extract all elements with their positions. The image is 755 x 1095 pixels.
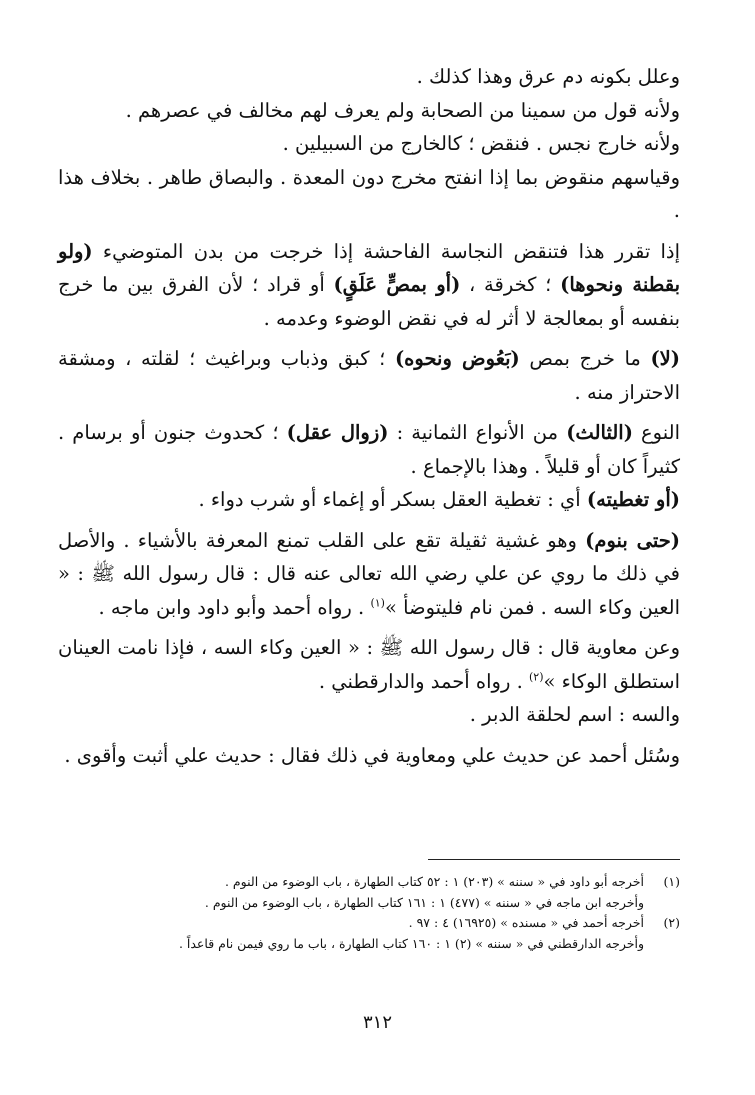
paragraph: وسُئل أحمد عن حديث علي ومعاوية في ذلك فقال : حديث علي أثبت وأقوى . <box>64 743 680 767</box>
matn-text: (زوال عقل) <box>286 421 389 444</box>
page-number: ٣١٢ <box>362 1012 392 1033</box>
matn-text: (حتى بنوم) <box>585 528 680 552</box>
paragraph <box>58 416 680 483</box>
text-span: ؛ كحدوث جنون أو برسام . كثيراً كان أو قليلاً . وهذا بالإجماع . <box>58 421 680 478</box>
text-span: ؛ كبق وذباب وبراغيث ؛ لقلته ، ومشقة الاحتراز منه . <box>58 347 680 404</box>
footnote-number-blank <box>644 893 680 914</box>
footnote-ref[interactable]: (٢) <box>528 670 544 683</box>
text-span: أو قراد ؛ لأن الفرق بين ما خرج بنفسه أو بمعالجة لا أثر له في نقض الوضوء وعدمه . <box>58 273 680 330</box>
matn-text: (الثالث) <box>566 421 633 444</box>
paragraph <box>58 524 680 625</box>
text-span: . رواه أحمد والدارقطني . <box>318 669 529 693</box>
paragraph: وقياسهم منقوض بما إذا انفتح مخرج دون المعدة . والبصاق طاهر . بخلاف هذا . <box>58 165 680 222</box>
text-span: . رواه أحمد وأبو داود وابن ماجه . <box>98 595 371 619</box>
matn-text: (بَعُوض ونحوه) <box>394 347 520 370</box>
paragraph <box>58 342 680 409</box>
text-span: من الأنواع الثمانية : <box>388 421 567 444</box>
paragraph: ولأنه خارج نجس . فنقض ؛ كالخارج من السبيلين . <box>282 132 680 155</box>
footnote-text: أخرجه أحمد في « مسنده » (١٦٩٢٥) ٤ : ٩٧ . <box>408 915 644 930</box>
paragraph: ولأنه قول من سمينا من الصحابة ولم يعرف لهم مخالف في عصرهم . <box>125 98 680 122</box>
paragraph <box>58 235 680 336</box>
matn-text: (لا) <box>650 347 681 370</box>
paragraph: والسه : اسم لحلقة الدبر . <box>469 703 680 726</box>
text-span: وهو غشية ثقيلة تقع على القلب تمنع المعرفة بالأشياء . والأصل في ذلك ما روي عن علي رضي الله تعالى عنه قال : قال رسول الله ﷺ : « العين وكاء السه . فمن نام فليتوضأ » <box>58 528 680 619</box>
main-text <box>58 60 680 772</box>
paragraph <box>58 483 680 517</box>
footnote-text: أخرجه أبو داود في « سننه » (٢٠٣) ١ : ٥٢ كتاب الطهارة ، باب الوضوء من النوم . <box>224 874 644 889</box>
footnotes <box>90 872 680 954</box>
footnote-divider <box>428 859 680 860</box>
footnote-number: (١) <box>663 874 680 889</box>
text-span: النوع <box>632 421 680 444</box>
text-span: إذا تقرر هذا فتنقض النجاسة الفاحشة إذا خرجت من بدن المتوضيء <box>92 239 680 263</box>
footnote-number: (٢) <box>663 915 680 930</box>
footnote-text: وأخرجه الدارقطني في « سننه » (٢) ١ : ١٦٠ كتاب الطهارة ، باب ما روي فيمن نام قاعداً . <box>178 935 644 951</box>
footnote-number-blank <box>644 934 680 955</box>
text-span: ما خرج بمص <box>519 347 651 370</box>
footnote <box>90 913 680 934</box>
footnote-text: وأخرجه ابن ماجه في « سننه » (٤٧٧) ١ : ١٦١ كتاب الطهارة ، باب الوضوء من النوم . <box>204 894 644 910</box>
matn-text: (ولو بقطنة ونحوها) <box>58 239 681 296</box>
matn-text: (أو تغطيته) <box>586 488 680 511</box>
footnote <box>90 893 680 914</box>
footnote <box>90 872 680 893</box>
footnote-ref[interactable]: (١) <box>370 596 385 609</box>
paragraph: وعلل بكونه دم عرق وهذا كذلك . <box>416 65 680 88</box>
paragraph <box>58 631 680 698</box>
text-span: أي : تغطية العقل بسكر أو إغماء أو شرب دواء . <box>198 488 587 511</box>
text-span: ؛ كخرقة ، <box>460 273 561 296</box>
text-span: وعن معاوية قال : قال رسول الله ﷺ : « العين وكاء السه ، فإذا نامت العينان استطلق الوكاء » <box>58 636 680 693</box>
matn-text: (أو بمصٍّ عَلَقٍ) <box>333 273 461 296</box>
footnote <box>90 934 680 955</box>
